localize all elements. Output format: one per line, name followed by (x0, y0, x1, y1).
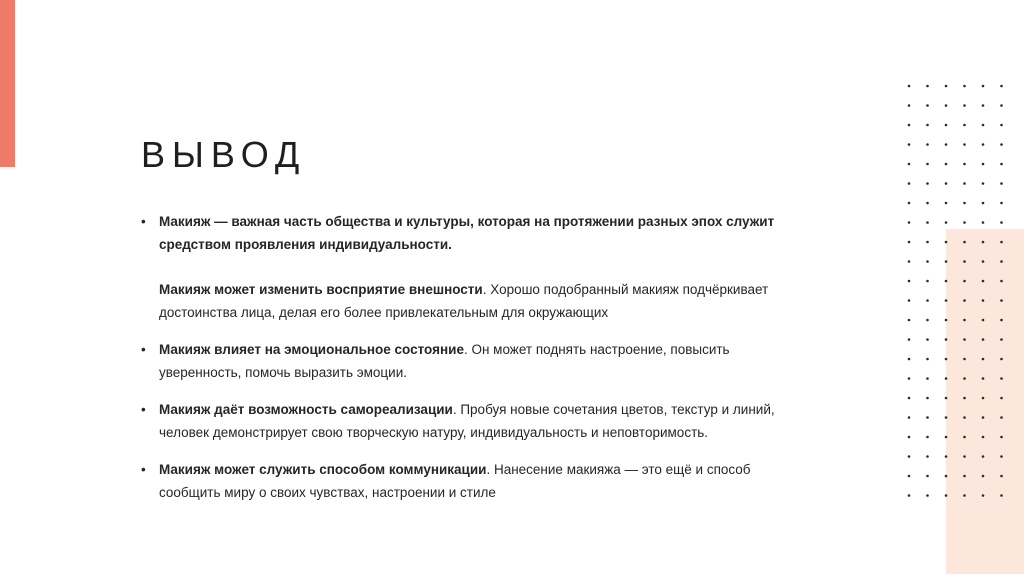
grid-dot (926, 475, 929, 478)
grid-dot (926, 338, 929, 341)
bullet-1-paragraph-2 (159, 278, 801, 324)
grid-dot (908, 260, 911, 263)
grid-dot (963, 299, 966, 302)
grid-dot (982, 85, 985, 88)
grid-dot (926, 104, 929, 107)
grid-dot (945, 455, 948, 458)
grid-dot (963, 436, 966, 439)
grid-dot (945, 358, 948, 361)
conclusion-list (141, 210, 801, 518)
bullet-3-text: . Пробуя новые сочетания цветов, текстур и линий, человек демонстрирует свою творческую натуру, индивидуальность и неповторимость. (159, 402, 775, 440)
grid-dot (982, 299, 985, 302)
grid-dot (1000, 163, 1003, 166)
bullet-2-bold: Макияж влияет на эмоциональное состояние (159, 342, 464, 357)
grid-dot (926, 124, 929, 127)
grid-dot (945, 436, 948, 439)
grid-dot (963, 182, 966, 185)
accent-bar (0, 0, 15, 167)
grid-dot (982, 494, 985, 497)
grid-dot (963, 494, 966, 497)
grid-dot (926, 416, 929, 419)
grid-dot (945, 397, 948, 400)
grid-dot (926, 143, 929, 146)
grid-dot (963, 163, 966, 166)
grid-dot (1000, 182, 1003, 185)
grid-dot (1000, 85, 1003, 88)
grid-dot (963, 221, 966, 224)
grid-dot (945, 182, 948, 185)
grid-dot (982, 436, 985, 439)
grid-dot (963, 358, 966, 361)
grid-dot (945, 338, 948, 341)
grid-dot (945, 494, 948, 497)
grid-dot (945, 85, 948, 88)
grid-dot (963, 397, 966, 400)
grid-dot (926, 436, 929, 439)
grid-dot (945, 163, 948, 166)
grid-dot (963, 143, 966, 146)
grid-dot (982, 377, 985, 380)
grid-dot (982, 455, 985, 458)
grid-dot (926, 85, 929, 88)
list-item (141, 210, 801, 324)
bullet-4-text: . Нанесение макияжа — это ещё и способ сообщить миру о своих чувствах, настроении и стиле (159, 462, 751, 500)
grid-dot (945, 143, 948, 146)
grid-dot (926, 182, 929, 185)
grid-dot (982, 163, 985, 166)
grid-dot (926, 260, 929, 263)
grid-dot (963, 85, 966, 88)
grid-dot (982, 280, 985, 283)
grid-dot (945, 221, 948, 224)
grid-dot (963, 319, 966, 322)
grid-dot (963, 104, 966, 107)
grid-dot (1000, 494, 1003, 497)
grid-dot (1000, 338, 1003, 341)
grid-dot (982, 221, 985, 224)
grid-dot (908, 241, 911, 244)
grid-dot (1000, 377, 1003, 380)
grid-dot (926, 397, 929, 400)
bullet-4-bold: Макияж может служить способом коммуникации (159, 462, 487, 477)
grid-dot (945, 475, 948, 478)
grid-dot (908, 494, 911, 497)
grid-dot (982, 143, 985, 146)
grid-dot (1000, 280, 1003, 283)
grid-dot (926, 280, 929, 283)
grid-dot (908, 280, 911, 283)
dot-grid-decoration (905, 82, 1009, 512)
list-item (141, 398, 801, 444)
grid-dot (963, 260, 966, 263)
grid-dot (1000, 358, 1003, 361)
grid-dot (982, 124, 985, 127)
grid-dot (982, 182, 985, 185)
grid-dot (945, 377, 948, 380)
grid-dot (1000, 202, 1003, 205)
grid-dot (1000, 319, 1003, 322)
grid-dot (945, 202, 948, 205)
grid-dot (963, 455, 966, 458)
grid-dot (1000, 436, 1003, 439)
grid-dot (926, 319, 929, 322)
grid-dot (963, 280, 966, 283)
grid-dot (945, 241, 948, 244)
grid-dot (926, 299, 929, 302)
grid-dot (1000, 241, 1003, 244)
grid-dot (945, 299, 948, 302)
grid-dot (908, 455, 911, 458)
grid-dot (908, 124, 911, 127)
grid-dot (982, 338, 985, 341)
grid-dot (1000, 299, 1003, 302)
grid-dot (926, 494, 929, 497)
grid-dot (926, 163, 929, 166)
grid-dot (926, 455, 929, 458)
grid-dot (945, 280, 948, 283)
grid-dot (908, 475, 911, 478)
grid-dot (945, 416, 948, 419)
grid-dot (926, 377, 929, 380)
grid-dot (908, 416, 911, 419)
grid-dot (908, 319, 911, 322)
grid-dot (908, 397, 911, 400)
grid-dot (945, 319, 948, 322)
list-item (141, 338, 801, 384)
grid-dot (908, 377, 911, 380)
grid-dot (926, 358, 929, 361)
bullet-1-second-bold: Макияж может изменить восприятие внешности (159, 282, 483, 297)
grid-dot (908, 202, 911, 205)
grid-dot (963, 416, 966, 419)
grid-dot (1000, 260, 1003, 263)
grid-dot (945, 260, 948, 263)
grid-dot (963, 124, 966, 127)
bullet-1-bold: Макияж — важная часть общества и культуры, которая на протяжении разных эпох служит средством проявления индивидуальности. (159, 214, 775, 252)
grid-dot (982, 358, 985, 361)
grid-dot (1000, 143, 1003, 146)
grid-dot (982, 202, 985, 205)
grid-dot (945, 104, 948, 107)
grid-dot (908, 338, 911, 341)
bullet-3-bold: Макияж даёт возможность самореализации (159, 402, 453, 417)
grid-dot (982, 397, 985, 400)
grid-dot (908, 143, 911, 146)
grid-dot (926, 221, 929, 224)
grid-dot (1000, 221, 1003, 224)
bullet-1-second-text: . Хорошо подобранный макияж подчёркивает достоинства лица, делая его более привлекательным для окружающих (159, 282, 769, 320)
grid-dot (908, 104, 911, 107)
grid-dot (963, 377, 966, 380)
grid-dot (908, 436, 911, 439)
grid-dot (982, 319, 985, 322)
grid-dot (982, 104, 985, 107)
grid-dot (1000, 455, 1003, 458)
grid-dot (982, 241, 985, 244)
grid-dot (908, 85, 911, 88)
grid-dot (926, 241, 929, 244)
grid-dot (982, 416, 985, 419)
grid-dot (908, 299, 911, 302)
grid-dot (908, 182, 911, 185)
grid-dot (945, 124, 948, 127)
grid-dot (963, 241, 966, 244)
grid-dot (908, 358, 911, 361)
bullet-2-text: . Он может поднять настроение, повысить уверенность, помочь выразить эмоции. (159, 342, 730, 380)
grid-dot (1000, 397, 1003, 400)
grid-dot (1000, 475, 1003, 478)
grid-dot (1000, 124, 1003, 127)
grid-dot (908, 163, 911, 166)
grid-dot (963, 338, 966, 341)
grid-dot (963, 202, 966, 205)
grid-dot (963, 475, 966, 478)
grid-dot (982, 475, 985, 478)
grid-dot (908, 221, 911, 224)
grid-dot (1000, 104, 1003, 107)
grid-dot (982, 260, 985, 263)
list-item (141, 458, 801, 504)
slide-title: ВЫВОД (141, 134, 307, 175)
grid-dot (1000, 416, 1003, 419)
grid-dot (926, 202, 929, 205)
